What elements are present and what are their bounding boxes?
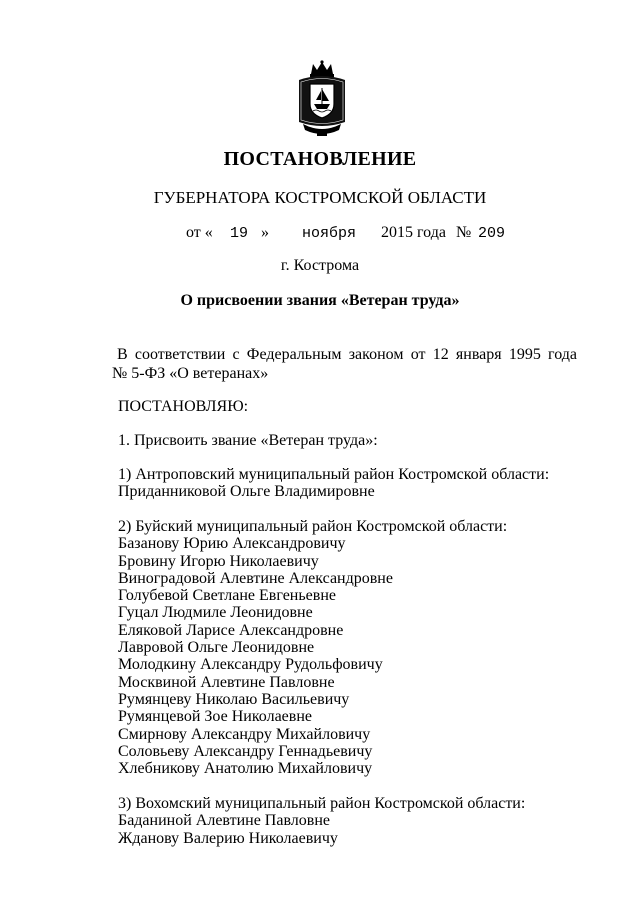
document-number: 209 <box>478 225 506 242</box>
person-name: Хлебникову Анатолию Михайловичу <box>118 760 373 778</box>
date-close-quote: » <box>261 224 269 241</box>
legal-basis-word: 12 <box>432 346 449 363</box>
legal-basis-word: с <box>232 346 240 363</box>
person-list <box>118 483 549 500</box>
person-name: Смирнову Александру Михайловичу <box>118 725 371 743</box>
number-sign: № <box>456 224 472 241</box>
person-name: Бровину Игорю Николаевичу <box>118 552 319 570</box>
person-list <box>118 812 525 847</box>
document-title: ПОСТАНОВЛЕНИЕ <box>223 148 417 170</box>
legal-basis-word: 1995 <box>508 346 541 363</box>
person-name: Румянцеву Николаю Васильевичу <box>118 690 350 708</box>
point-1: 1. Присвоить звание «Ветеран труда»: <box>118 432 378 449</box>
person-name: Гуцал Людмиле Леонидовне <box>118 604 313 622</box>
district-block-2 <box>118 518 507 777</box>
district-block-3 <box>118 795 525 847</box>
person-name: Базанову Юрию Александровичу <box>118 535 346 553</box>
person-name: Румянцевой Зое Николаевне <box>118 708 312 726</box>
district-block-1 <box>118 466 549 501</box>
date-from-label: от « <box>186 224 213 241</box>
district-heading: 1) Антроповский муниципальный район Костромской области: <box>118 466 550 483</box>
person-name: Виноградовой Алевтине Александровне <box>118 569 393 587</box>
person-name: Лавровой Ольге Леонидовне <box>118 639 315 657</box>
legal-basis-word: января <box>455 346 502 363</box>
person-name: Молодкину Александру Рудольфовичу <box>118 656 383 674</box>
coat-of-arms-icon <box>295 60 349 140</box>
legal-basis-word: законом <box>348 346 404 363</box>
legal-basis-word: соответствии <box>134 346 226 363</box>
city-line: г. Кострома <box>280 257 360 274</box>
date-number-line <box>0 224 640 246</box>
person-name: Приданниковой Ольге Владимировне <box>118 483 375 501</box>
legal-basis-word: В <box>117 346 128 363</box>
legal-basis-paragraph <box>112 345 577 383</box>
document-subject: О присвоении звания «Ветеран труда» <box>180 292 460 309</box>
date-year: 2015 года <box>381 224 446 241</box>
legal-basis-line-1 <box>117 345 577 364</box>
person-name: Жданову Валерию Николаевичу <box>118 829 338 847</box>
document-subtitle: ГУБЕРНАТОРА КОСТРОМСКОЙ ОБЛАСТИ <box>153 188 487 207</box>
person-name: Баданиной Алевтине Павловне <box>118 812 330 830</box>
district-heading: 2) Буйский муниципальный район Костромской области: <box>118 518 508 535</box>
person-name: Голубевой Светлане Евгеньевне <box>118 587 336 605</box>
legal-basis-word: года <box>548 346 577 363</box>
person-list <box>118 535 507 777</box>
date-month: ноября <box>302 225 357 242</box>
person-name: Москвиной Алевтине Павловне <box>118 673 335 691</box>
date-day: 19 <box>230 225 249 242</box>
legal-basis-word: от <box>410 346 426 363</box>
person-name: Еляковой Ларисе Александровне <box>118 621 344 639</box>
district-heading: 3) Вохомский муниципальный район Костромской области: <box>118 795 526 812</box>
decree-word: ПОСТАНОВЛЯЮ: <box>118 398 249 415</box>
person-name: Соловьеву Александру Геннадьевичу <box>118 742 373 760</box>
legal-basis-word: Федеральным <box>246 346 342 363</box>
legal-basis-line-2: № 5-ФЗ «О ветеранах» <box>112 365 269 382</box>
